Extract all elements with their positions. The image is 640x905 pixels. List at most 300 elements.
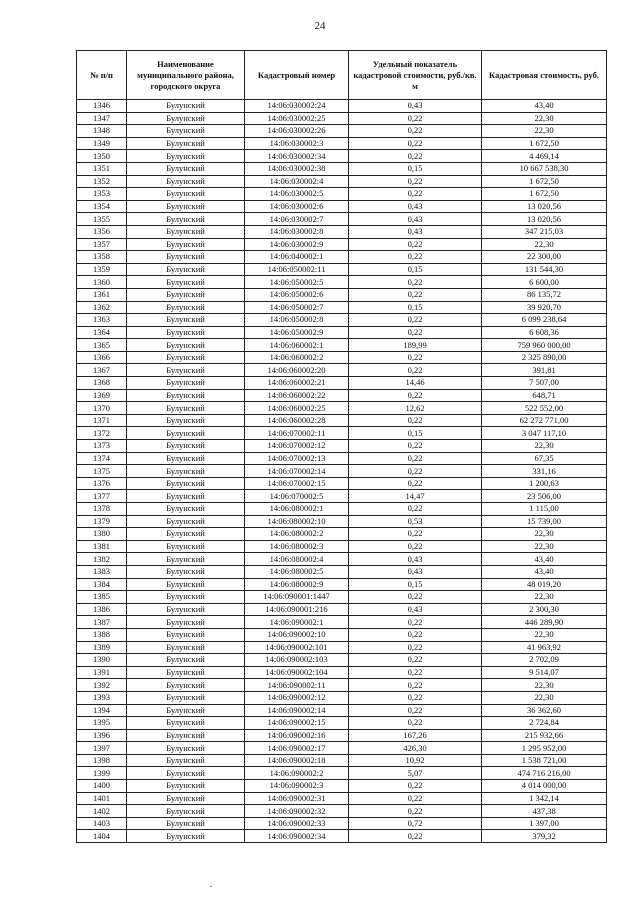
cadastral-value: 1 115,00 — [482, 503, 607, 516]
cadastral-number: 14:06:090002:104 — [245, 666, 349, 679]
district-name: Булунский — [127, 225, 245, 238]
unit-value: 0,22 — [349, 326, 482, 339]
unit-value: 0,22 — [349, 780, 482, 793]
cadastral-value: 13 020,56 — [482, 200, 607, 213]
table-row — [77, 414, 607, 427]
cadastral-number: 14:06:090002:31 — [245, 792, 349, 805]
district-name: Булунский — [127, 389, 245, 402]
table-row — [77, 603, 607, 616]
scan-mark — [210, 886, 212, 887]
district-name: Булунский — [127, 162, 245, 175]
district-name: Булунский — [127, 326, 245, 339]
district-name: Булунский — [127, 150, 245, 163]
cadastral-value: 391,81 — [482, 364, 607, 377]
row-number: 1353 — [77, 188, 127, 201]
row-number: 1375 — [77, 465, 127, 478]
district-name: Булунский — [127, 767, 245, 780]
unit-value: 0,53 — [349, 515, 482, 528]
cadastral-number: 14:06:070002:5 — [245, 490, 349, 503]
cadastral-number: 14:06:070002:15 — [245, 477, 349, 490]
district-name: Булунский — [127, 263, 245, 276]
row-number: 1371 — [77, 414, 127, 427]
unit-value: 0,22 — [349, 641, 482, 654]
district-name: Булунский — [127, 817, 245, 830]
row-number: 1366 — [77, 351, 127, 364]
district-name: Булунский — [127, 427, 245, 440]
cadastral-value: 13 020,56 — [482, 213, 607, 226]
cadastral-number: 14:06:090002:15 — [245, 717, 349, 730]
unit-value: 0,22 — [349, 276, 482, 289]
cadastral-value: 23 506,00 — [482, 490, 607, 503]
district-name: Булунский — [127, 377, 245, 390]
unit-value: 0,22 — [349, 175, 482, 188]
unit-value: 0,22 — [349, 137, 482, 150]
row-number: 1377 — [77, 490, 127, 503]
cadastral-number: 14:06:030002:8 — [245, 225, 349, 238]
cadastral-number: 14:06:090002:1 — [245, 616, 349, 629]
row-number: 1401 — [77, 792, 127, 805]
district-name: Булунский — [127, 238, 245, 251]
row-number: 1351 — [77, 162, 127, 175]
table-row — [77, 188, 607, 201]
cadastral-number: 14:06:070002:13 — [245, 452, 349, 465]
row-number: 1362 — [77, 301, 127, 314]
cadastral-number: 14:06:090002:32 — [245, 805, 349, 818]
table-row — [77, 263, 607, 276]
district-name: Булунский — [127, 603, 245, 616]
row-number: 1372 — [77, 427, 127, 440]
row-number: 1379 — [77, 515, 127, 528]
cadastral-value: 22,30 — [482, 440, 607, 453]
cadastral-number: 14:06:080002:10 — [245, 515, 349, 528]
table-row — [77, 817, 607, 830]
cadastral-value: 1 342,14 — [482, 792, 607, 805]
row-number: 1365 — [77, 339, 127, 352]
cadastral-number: 14:06:050002:5 — [245, 276, 349, 289]
table-row — [77, 100, 607, 113]
table-row — [77, 225, 607, 238]
row-number: 1388 — [77, 628, 127, 641]
row-number: 1399 — [77, 767, 127, 780]
header-cadastral-number: Кадастровый номер — [245, 51, 349, 100]
unit-value: 0,22 — [349, 251, 482, 264]
cadastral-number: 14:06:060002:20 — [245, 364, 349, 377]
table-row — [77, 351, 607, 364]
cadastral-number: 14:06:030002:6 — [245, 200, 349, 213]
unit-value: 0,22 — [349, 591, 482, 604]
unit-value: 0,22 — [349, 830, 482, 843]
cadastral-number: 14:06:090002:17 — [245, 742, 349, 755]
district-name: Булунский — [127, 654, 245, 667]
district-name: Булунский — [127, 666, 245, 679]
table-row — [77, 717, 607, 730]
row-number: 1391 — [77, 666, 127, 679]
row-number: 1358 — [77, 251, 127, 264]
table-row — [77, 654, 607, 667]
district-name: Булунский — [127, 276, 245, 289]
row-number: 1382 — [77, 553, 127, 566]
district-name: Булунский — [127, 351, 245, 364]
row-number: 1397 — [77, 742, 127, 755]
cadastral-value: 1 538 721,00 — [482, 754, 607, 767]
unit-value: 0,15 — [349, 301, 482, 314]
unit-value: 0,43 — [349, 565, 482, 578]
cadastral-number: 14:06:060002:1 — [245, 339, 349, 352]
unit-value: 12,62 — [349, 402, 482, 415]
table-row — [77, 301, 607, 314]
table-row — [77, 666, 607, 679]
cadastral-number: 14:06:060002:28 — [245, 414, 349, 427]
district-name: Булунский — [127, 616, 245, 629]
cadastral-value: 331,16 — [482, 465, 607, 478]
table-row — [77, 477, 607, 490]
cadastral-value: 2 325 890,00 — [482, 351, 607, 364]
page-number: 24 — [314, 20, 326, 32]
unit-value: 0,22 — [349, 503, 482, 516]
district-name: Булунский — [127, 754, 245, 767]
table-row — [77, 150, 607, 163]
district-name: Булунский — [127, 830, 245, 843]
cadastral-number: 14:06:080002:3 — [245, 540, 349, 553]
unit-value: 0,22 — [349, 528, 482, 541]
unit-value: 0,22 — [349, 238, 482, 251]
table-row — [77, 540, 607, 553]
cadastral-number: 14:06:090002:3 — [245, 780, 349, 793]
table-row — [77, 628, 607, 641]
district-name: Булунский — [127, 112, 245, 125]
unit-value: 0,22 — [349, 440, 482, 453]
table-row — [77, 112, 607, 125]
row-number: 1361 — [77, 288, 127, 301]
cadastral-number: 14:06:030002:3 — [245, 137, 349, 150]
row-number: 1370 — [77, 402, 127, 415]
unit-value: 0,15 — [349, 263, 482, 276]
cadastral-value: 6 099 238,64 — [482, 314, 607, 327]
cadastral-value: 3 047 117,10 — [482, 427, 607, 440]
district-name: Булунский — [127, 465, 245, 478]
row-number: 1386 — [77, 603, 127, 616]
district-name: Булунский — [127, 742, 245, 755]
unit-value: 0,43 — [349, 603, 482, 616]
district-name: Булунский — [127, 440, 245, 453]
table-row — [77, 578, 607, 591]
row-number: 1368 — [77, 377, 127, 390]
unit-value: 0,22 — [349, 717, 482, 730]
unit-value: 0,22 — [349, 792, 482, 805]
row-number: 1385 — [77, 591, 127, 604]
cadastral-value: 4 014 000,00 — [482, 780, 607, 793]
row-number: 1349 — [77, 137, 127, 150]
row-number: 1355 — [77, 213, 127, 226]
cadastral-number: 14:06:040002:1 — [245, 251, 349, 264]
row-number: 1378 — [77, 503, 127, 516]
district-name: Булунский — [127, 452, 245, 465]
cadastral-number: 14:06:080002:5 — [245, 565, 349, 578]
table-row — [77, 389, 607, 402]
header-unit-value: Удельный показатель кадастровой стоимости, руб./кв. м — [349, 51, 482, 100]
cadastral-value: 474 716 216,00 — [482, 767, 607, 780]
district-name: Булунский — [127, 213, 245, 226]
unit-value: 0,43 — [349, 200, 482, 213]
unit-value: 189,99 — [349, 339, 482, 352]
table-row — [77, 364, 607, 377]
district-name: Булунский — [127, 414, 245, 427]
cadastral-number: 14:06:030002:9 — [245, 238, 349, 251]
cadastral-value: 648,71 — [482, 389, 607, 402]
cadastral-value: 1 672,50 — [482, 137, 607, 150]
district-name: Булунский — [127, 402, 245, 415]
cadastral-value: 22,30 — [482, 691, 607, 704]
cadastral-value: 41 963,92 — [482, 641, 607, 654]
cadastral-value: 39 920,70 — [482, 301, 607, 314]
cadastral-number: 14:06:070002:12 — [245, 440, 349, 453]
cadastral-number: 14:06:060002:22 — [245, 389, 349, 402]
district-name: Булунский — [127, 792, 245, 805]
cadastral-value: 1 672,50 — [482, 175, 607, 188]
cadastral-value: 15 739,00 — [482, 515, 607, 528]
table-row — [77, 339, 607, 352]
cadastral-value: 43,40 — [482, 100, 607, 113]
cadastral-value: 10 667 538,30 — [482, 162, 607, 175]
table-row — [77, 490, 607, 503]
table-row — [77, 729, 607, 742]
cadastral-value: 22,30 — [482, 528, 607, 541]
row-number: 1374 — [77, 452, 127, 465]
table-row — [77, 251, 607, 264]
table-row — [77, 679, 607, 692]
cadastral-number: 14:06:030002:4 — [245, 175, 349, 188]
row-number: 1383 — [77, 565, 127, 578]
cadastral-value: 131 544,30 — [482, 263, 607, 276]
row-number: 1348 — [77, 125, 127, 138]
cadastral-number: 14:06:060002:2 — [245, 351, 349, 364]
cadastral-value: 22,30 — [482, 679, 607, 692]
unit-value: 0,22 — [349, 666, 482, 679]
unit-value: 0,22 — [349, 150, 482, 163]
table-row — [77, 805, 607, 818]
row-number: 1360 — [77, 276, 127, 289]
row-number: 1364 — [77, 326, 127, 339]
district-name: Булунский — [127, 314, 245, 327]
cadastral-number: 14:06:030002:24 — [245, 100, 349, 113]
row-number: 1402 — [77, 805, 127, 818]
cadastral-number: 14:06:080002:9 — [245, 578, 349, 591]
cadastral-value: 522 552,00 — [482, 402, 607, 415]
district-name: Булунский — [127, 477, 245, 490]
cadastral-number: 14:06:090002:10 — [245, 628, 349, 641]
district-name: Булунский — [127, 339, 245, 352]
row-number: 1357 — [77, 238, 127, 251]
table-row — [77, 553, 607, 566]
unit-value: 0,22 — [349, 452, 482, 465]
cadastral-value: 22,30 — [482, 540, 607, 553]
header-district: Наименование муниципального района, городского округа — [127, 51, 245, 100]
cadastral-number: 14:06:030002:26 — [245, 125, 349, 138]
row-number: 1403 — [77, 817, 127, 830]
row-number: 1369 — [77, 389, 127, 402]
district-name: Булунский — [127, 251, 245, 264]
cadastral-number: 14:06:030002:7 — [245, 213, 349, 226]
cadastral-value: 2 702,09 — [482, 654, 607, 667]
unit-value: 0,22 — [349, 125, 482, 138]
table-row — [77, 792, 607, 805]
row-number: 1346 — [77, 100, 127, 113]
table-row — [77, 238, 607, 251]
cadastral-value: 22,30 — [482, 238, 607, 251]
row-number: 1350 — [77, 150, 127, 163]
row-number: 1394 — [77, 704, 127, 717]
cadastral-value: 2 300,30 — [482, 603, 607, 616]
row-number: 1393 — [77, 691, 127, 704]
unit-value: 0,22 — [349, 389, 482, 402]
unit-value: 0,22 — [349, 805, 482, 818]
district-name: Булунский — [127, 679, 245, 692]
district-name: Булунский — [127, 780, 245, 793]
cadastral-number: 14:06:090002:103 — [245, 654, 349, 667]
cadastral-value: 43,40 — [482, 565, 607, 578]
cadastral-value: 437,38 — [482, 805, 607, 818]
table-row — [77, 377, 607, 390]
cadastral-value: 6 600,00 — [482, 276, 607, 289]
district-name: Булунский — [127, 100, 245, 113]
unit-value: 0,22 — [349, 364, 482, 377]
cadastral-number: 14:06:080002:2 — [245, 528, 349, 541]
cadastral-number: 14:06:090002:34 — [245, 830, 349, 843]
unit-value: 426,30 — [349, 742, 482, 755]
table-row — [77, 704, 607, 717]
district-name: Булунский — [127, 729, 245, 742]
row-number: 1380 — [77, 528, 127, 541]
district-name: Булунский — [127, 540, 245, 553]
row-number: 1400 — [77, 780, 127, 793]
table-body — [77, 100, 607, 843]
row-number: 1354 — [77, 200, 127, 213]
row-number: 1376 — [77, 477, 127, 490]
cadastral-number: 14:06:090002:33 — [245, 817, 349, 830]
cadastral-value: 43,40 — [482, 553, 607, 566]
cadastral-number: 14:06:080002:4 — [245, 553, 349, 566]
cadastral-value: 9 514,07 — [482, 666, 607, 679]
cadastral-value: 22,30 — [482, 628, 607, 641]
table-row — [77, 125, 607, 138]
cadastral-value: 62 272 771,00 — [482, 414, 607, 427]
district-name: Булунский — [127, 137, 245, 150]
district-name: Булунский — [127, 175, 245, 188]
district-name: Булунский — [127, 591, 245, 604]
unit-value: 14,47 — [349, 490, 482, 503]
unit-value: 14,46 — [349, 377, 482, 390]
unit-value: 0,22 — [349, 314, 482, 327]
table-row — [77, 402, 607, 415]
district-name: Булунский — [127, 628, 245, 641]
unit-value: 5,07 — [349, 767, 482, 780]
row-number: 1381 — [77, 540, 127, 553]
table-row — [77, 641, 607, 654]
table-row — [77, 515, 607, 528]
unit-value: 0,22 — [349, 112, 482, 125]
cadastral-value: 22,30 — [482, 125, 607, 138]
cadastral-number: 14:06:090002:2 — [245, 767, 349, 780]
row-number: 1395 — [77, 717, 127, 730]
cadastral-number: 14:06:090002:101 — [245, 641, 349, 654]
unit-value: 0,22 — [349, 465, 482, 478]
header-cadastral-value: Кадастровая стоимость, руб. — [482, 51, 607, 100]
row-number: 1392 — [77, 679, 127, 692]
cadastral-value: 4 469,14 — [482, 150, 607, 163]
row-number: 1404 — [77, 830, 127, 843]
table-row — [77, 452, 607, 465]
unit-value: 0,15 — [349, 427, 482, 440]
table-row — [77, 565, 607, 578]
row-number: 1356 — [77, 225, 127, 238]
district-name: Булунский — [127, 805, 245, 818]
unit-value: 0,22 — [349, 616, 482, 629]
cadastral-number: 14:06:090002:16 — [245, 729, 349, 742]
unit-value: 0,22 — [349, 704, 482, 717]
district-name: Булунский — [127, 717, 245, 730]
table-row — [77, 742, 607, 755]
cadastral-number: 14:06:090001:216 — [245, 603, 349, 616]
cadastral-number: 14:06:060002:21 — [245, 377, 349, 390]
table-row — [77, 780, 607, 793]
unit-value: 0,22 — [349, 351, 482, 364]
unit-value: 0,22 — [349, 679, 482, 692]
table-header-row — [77, 51, 607, 100]
cadastral-number: 14:06:090002:11 — [245, 679, 349, 692]
table-row — [77, 200, 607, 213]
district-name: Булунский — [127, 565, 245, 578]
cadastral-number: 14:06:050002:8 — [245, 314, 349, 327]
cadastral-number: 14:06:090002:14 — [245, 704, 349, 717]
cadastral-value: 759 960 000,00 — [482, 339, 607, 352]
row-number: 1398 — [77, 754, 127, 767]
row-number: 1367 — [77, 364, 127, 377]
cadastral-value: 22,30 — [482, 591, 607, 604]
table-row — [77, 427, 607, 440]
district-name: Булунский — [127, 528, 245, 541]
district-name: Булунский — [127, 503, 245, 516]
cadastral-value: 86 135,72 — [482, 288, 607, 301]
unit-value: 0,22 — [349, 540, 482, 553]
district-name: Булунский — [127, 641, 245, 654]
row-number: 1373 — [77, 440, 127, 453]
table-row — [77, 616, 607, 629]
header-number: № п/п — [77, 51, 127, 100]
district-name: Булунский — [127, 200, 245, 213]
row-number: 1384 — [77, 578, 127, 591]
district-name: Булунский — [127, 490, 245, 503]
table-row — [77, 326, 607, 339]
table-row — [77, 175, 607, 188]
district-name: Булунский — [127, 364, 245, 377]
unit-value: 167,26 — [349, 729, 482, 742]
table-row — [77, 440, 607, 453]
unit-value: 0,43 — [349, 100, 482, 113]
cadastral-number: 14:06:030002:25 — [245, 112, 349, 125]
unit-value: 0,22 — [349, 288, 482, 301]
unit-value: 0,22 — [349, 188, 482, 201]
cadastral-value: 67,35 — [482, 452, 607, 465]
district-name: Булунский — [127, 515, 245, 528]
unit-value: 0,43 — [349, 553, 482, 566]
row-number: 1396 — [77, 729, 127, 742]
unit-value: 0,22 — [349, 414, 482, 427]
cadastral-number: 14:06:060002:25 — [245, 402, 349, 415]
table-row — [77, 691, 607, 704]
cadastral-value: 215 932,66 — [482, 729, 607, 742]
cadastral-number: 14:06:070002:14 — [245, 465, 349, 478]
cadastral-number: 14:06:050002:11 — [245, 263, 349, 276]
